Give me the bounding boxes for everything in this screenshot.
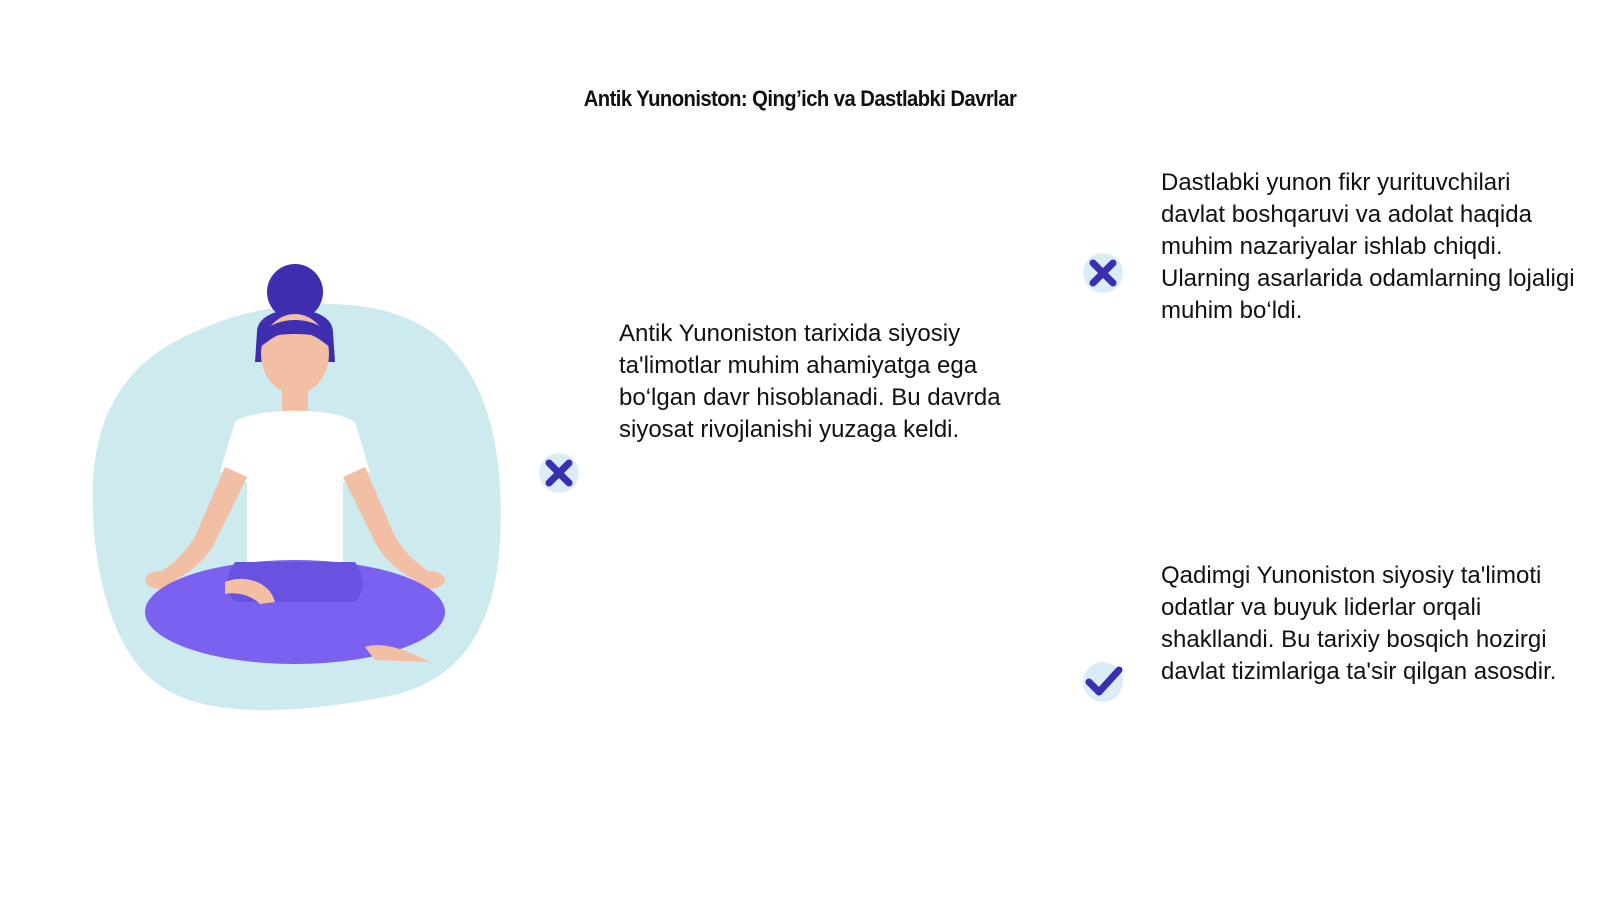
point-text-3: Qadimgi Yunoniston siyosiy ta'limoti odatlar va buyuk liderlar orqali shakllandi. Bu tarixiy bosqich hozirgi davlat tizimlariga ta'sir qilgan asosdir. (1161, 562, 1557, 685)
slide-title: Antik Yunoniston: Qing’ich va Dastlabki Davrlar (583, 86, 1017, 111)
meditating-woman-illustration (85, 262, 515, 732)
point-text-2: Dastlabki yunon fikr yurituvchilari davlat boshqaruvi va adolat haqida muhim nazariyalar ishlab chiqdi. Ularning asarlarida odamlarning lojaligi muhim bo‘ldi. (1161, 169, 1575, 324)
point-text-1: Antik Yunoniston tarixida siyosiy ta'limotlar muhim ahamiyatga ega bo‘lgan davr hisoblanadi. Bu davrda siyosat rivojlanishi yuzaga keldi. (619, 320, 1001, 443)
x-icon (1081, 251, 1125, 295)
x-icon (537, 451, 581, 495)
check-icon (1081, 660, 1125, 704)
